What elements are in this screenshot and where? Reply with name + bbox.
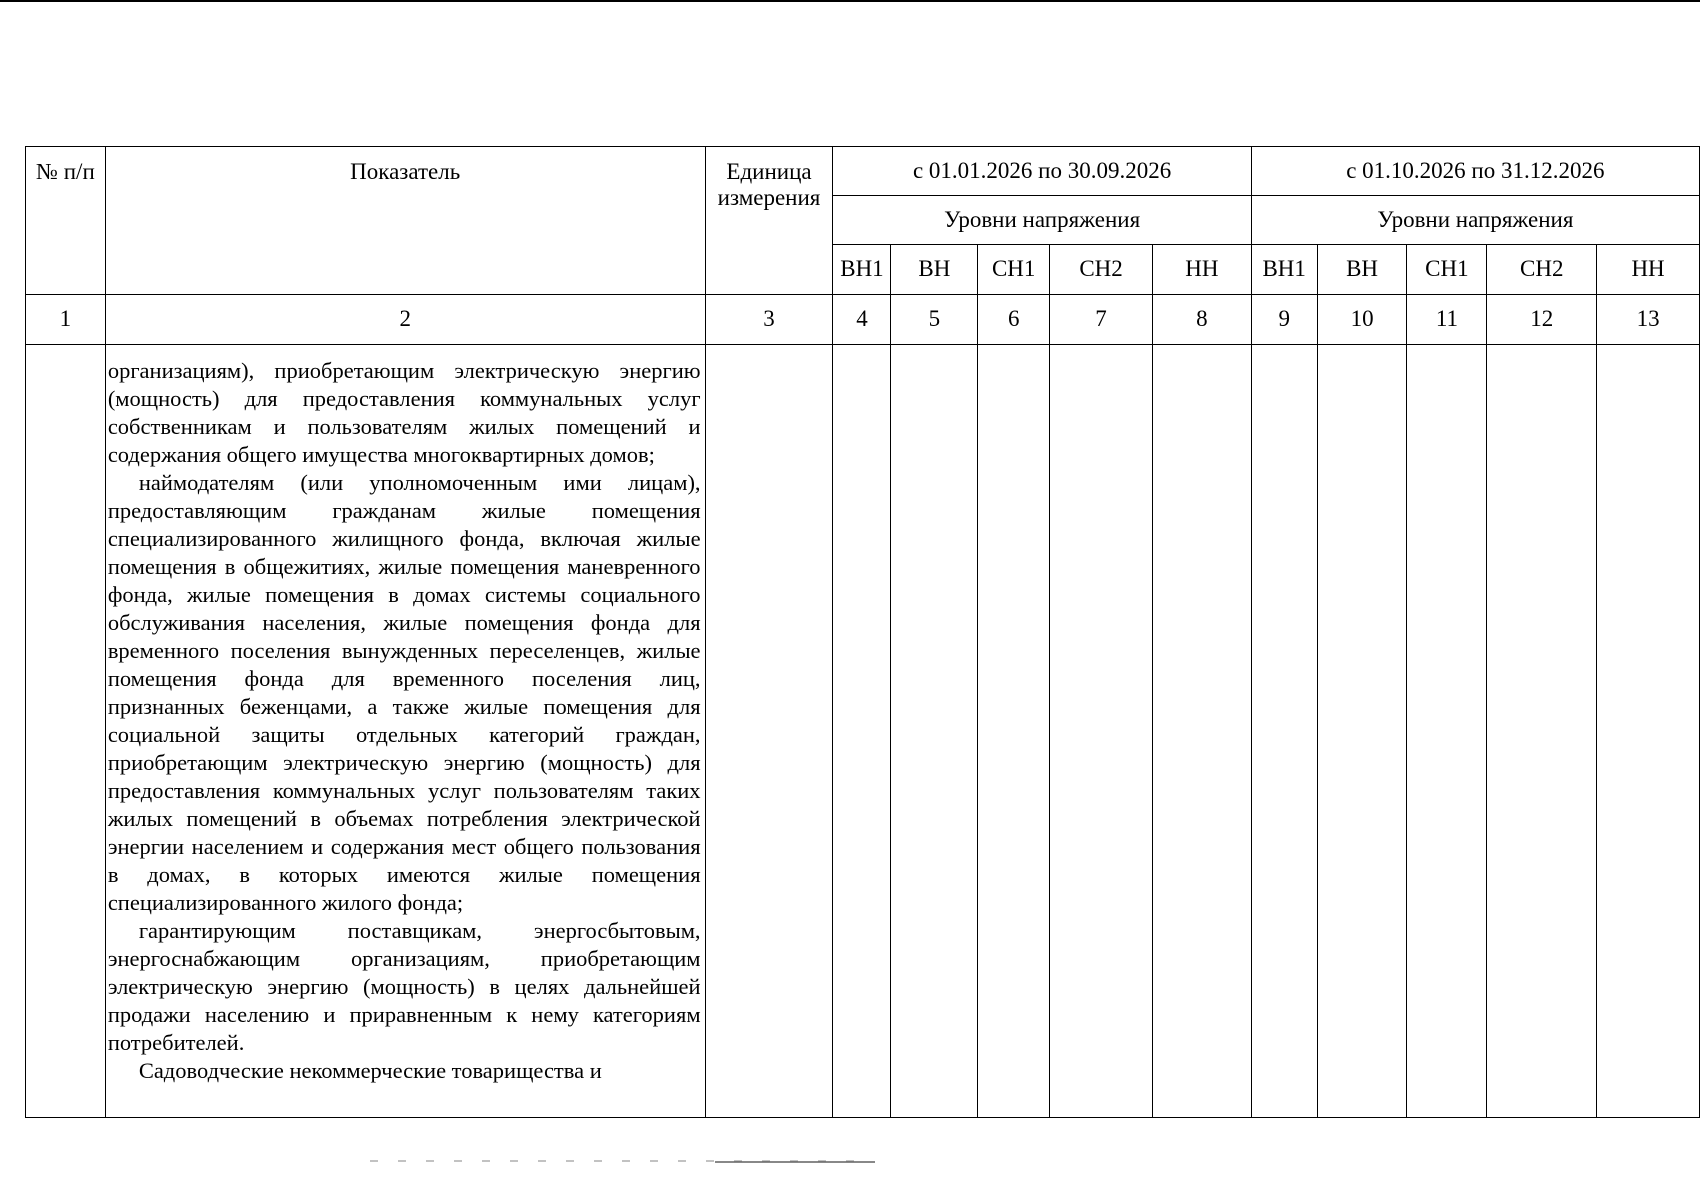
header-level-vn-p1: ВН [891,245,978,295]
header-level-vn1-p2: ВН1 [1251,245,1317,295]
header-num: № п/п [26,147,106,295]
header-level-sn1-p2: СН1 [1407,245,1487,295]
column-number: 5 [891,295,978,345]
column-number: 3 [705,295,833,345]
row-number-cell [26,345,106,1118]
value-cell [978,345,1050,1118]
indicator-paragraph: наймодателям (или уполномоченным ими лицам), предоставляющим гражданам жилые помещения специализированного жилищного фонда, включая жилые помещения в общежитиях, жилые помещения маневренного фонда, жилые помещения в домах системы социального обслуживания населения, жилые помещения фонда для временного поселения вынужденных переселенцев, жилые помещения фонда для временного поселения лиц, признанных беженцами, а также жилые помещения для социальной защиты отдельных категорий граждан, приобретающим электрическую энергию (мощность) для предоставления коммунальных услуг пользователям таких жилых помещений в объемах потребления электрической энергии населением и содержания мест общего пользования в домах, в которых имеются жилые помещения специализированного жилого фонда; [107,470,701,915]
header-voltage-levels-2: Уровни напряжения [1251,196,1699,245]
header-level-sn2-p1: СН2 [1050,245,1153,295]
column-number: 10 [1317,295,1407,345]
header-level-nn-p2: НН [1597,245,1700,295]
value-cell [1317,345,1407,1118]
column-number: 4 [833,295,891,345]
header-period-1: с 01.01.2026 по 30.09.2026 [833,147,1251,196]
indicator-paragraph: гарантирующим поставщикам, энергосбытовым, энергоснабжающим организациям, приобретающим электрическую энергию (мощность) в целях дальнейшей продажи населению и приравненным к нему категориям потребителей. [107,918,701,1055]
column-number: 13 [1597,295,1700,345]
header-indicator: Показатель [105,147,705,295]
column-number: 11 [1407,295,1487,345]
unit-cell [705,345,833,1118]
value-cell [833,345,891,1118]
value-cell [1597,345,1700,1118]
header-period-2: с 01.10.2026 по 31.12.2026 [1251,147,1699,196]
value-cell [1407,345,1487,1118]
value-cell [1487,345,1597,1118]
column-number: 1 [26,295,106,345]
column-number: 8 [1152,295,1251,345]
table-row [26,345,1700,1118]
column-number: 7 [1050,295,1153,345]
scan-artifact [715,1161,875,1163]
indicator-paragraph: Садоводческие некоммерческие товарищества и [138,1058,602,1083]
header-level-vn1-p1: ВН1 [833,245,891,295]
header-level-vn-p2: ВН [1317,245,1407,295]
header-level-nn-p1: НН [1152,245,1251,295]
value-cell [1251,345,1317,1118]
column-number: 9 [1251,295,1317,345]
column-number: 2 [105,295,705,345]
indicator-text-cell [105,345,705,1118]
value-cell [891,345,978,1118]
page-top-border [0,0,1700,2]
column-number-row [26,295,1700,345]
header-voltage-levels-1: Уровни напряжения [833,196,1251,245]
column-number: 6 [978,295,1050,345]
indicator-paragraph: организациям), приобретающим электрическую энергию (мощность) для предоставления коммунальных услуг собственникам и пользователям жилых помещений и содержания общего имущества многоквартирных домов; [107,358,701,467]
tariff-table-container [25,146,1700,1118]
header-level-sn2-p2: СН2 [1487,245,1597,295]
tariff-table [25,146,1700,1118]
column-number: 12 [1487,295,1597,345]
value-cell [1050,345,1153,1118]
header-unit: Единица измерения [705,147,833,295]
value-cell [1152,345,1251,1118]
header-level-sn1-p1: СН1 [978,245,1050,295]
